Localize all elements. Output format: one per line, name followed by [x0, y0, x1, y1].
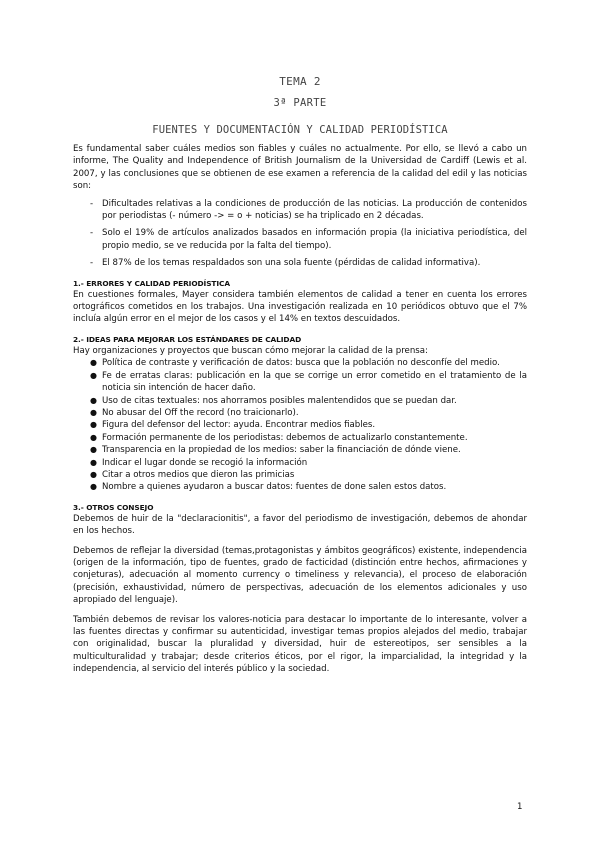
document-body: [73, 143, 527, 676]
conclusions-list: [73, 198, 527, 270]
section3-paragraph-3: También debemos de revisar los valores-noticia para destacar lo importante de lo interesante, volver a las fuentes directas y confirmar su autenticidad, investigar temas propios alejados del medio, trabajar con originalidad, buscar la pluralidad y diversidad, huir de estereotipos, ser sensibles a la multiculturalidad y trabajar; desde criterios éticos, por el rigor, la imparcialidad, la integridad y la independencia, al servicio del interés público y la sociedad.: [73, 614, 527, 675]
list-item: ● Fe de erratas claras: publicación en la que se corrige un error cometido en el tratamiento de la noticia sin intención de hacer daño.: [90, 370, 527, 394]
section1-paragraph: En cuestiones formales, Mayer considera también elementos de calidad a tener en cuenta los errores ortográficos cometidos en los trabajos. Una investigación realizada en 10 periódicos obtuvo que el 7% incluía algún error en el mejor de los casos y el 14% en textos descuidados.: [73, 289, 527, 325]
dash-bullet: -: [90, 228, 94, 239]
doc-title: TEMA 2: [279, 75, 321, 88]
section-heading-consejos: 3.- OTROS CONSEJO: [73, 502, 154, 512]
list-item: ● Figura del defensor del lector: ayuda. Encontrar medios fiables.: [90, 420, 376, 431]
dash-bullet: -: [90, 258, 94, 269]
section3-paragraph-1: Debemos de huir de la "declaracionitis", a favor del periodismo de investigación, debemos de ahondar en los hechos.: [73, 513, 527, 537]
dot-bullet: ●: [90, 445, 97, 455]
doc-part: 3ª PARTE: [273, 97, 327, 109]
dash-bullet: -: [90, 198, 94, 209]
list-item: - Dificultades relativas a la condiciones de producción de las noticias. La producción de contenidos por periodistas (- número -> = o + noticias) se ha triplicado en 2 décadas.: [90, 198, 527, 222]
dot-bullet: ●: [90, 420, 97, 430]
list-item: ● Citar a otros medios que dieron las primicias: [90, 469, 295, 480]
dot-bullet: ●: [90, 482, 97, 492]
list-item: ● Política de contraste y verificación de datos: busca que la población no desconfíe del medio.: [90, 358, 500, 369]
page-number: 1: [517, 802, 523, 812]
dot-bullet: ●: [90, 457, 97, 467]
ideas-list: [73, 357, 527, 493]
list-item: ● Indicar el lugar donde se recogió la información: [90, 457, 308, 468]
section-heading-errores: 1.- ERRORES Y CALIDAD PERIODÍSTICA: [73, 278, 230, 288]
dot-bullet: ●: [90, 358, 97, 368]
section-heading-ideas: 2.- IDEAS PARA MEJORAR LOS ESTÁNDARES DE CALIDAD: [73, 334, 302, 344]
dot-bullet: ●: [90, 370, 97, 380]
list-item: - El 87% de los temas respaldados son una sola fuente (pérdidas de calidad informativa).: [90, 258, 481, 269]
section2-intro: Hay organizaciones y proyectos que buscan cómo mejorar la calidad de la prensa:: [73, 345, 428, 356]
intro-paragraph: Es fundamental saber cuáles medios son fiables y cuáles no actualmente. Por ello, se llevó a cabo un informe, The Quality and Independence of British Journalism de la Universidad de Cardiff (Lewis et al. 2007, y las conclusiones que se obtienen de ese examen a referencia de la calidad del edil y las noticias son:: [73, 144, 527, 192]
list-item: ● Transparencia en la propiedad de los medios: saber la financiación de dónde viene.: [90, 445, 461, 456]
list-item: ● Formación permanente de los periodistas: debemos de actualizarlo constantemente.: [90, 432, 468, 443]
dot-bullet: ●: [90, 469, 97, 479]
dot-bullet: ●: [90, 395, 97, 405]
list-item: ● Uso de citas textuales: nos ahorramos posibles malentendidos que se puedan dar.: [90, 395, 457, 406]
dot-bullet: ●: [90, 407, 97, 417]
dot-bullet: ●: [90, 432, 97, 442]
list-item: - Solo el 19% de artículos analizados basados en información propia (la iniciativa periodística, del propio medio, se ve reducida por la falta del tiempo).: [90, 228, 527, 251]
doc-subtitle: FUENTES Y DOCUMENTACIÓN Y CALIDAD PERIODÍSTICA: [152, 124, 448, 136]
list-item: ● Nombre a quienes ayudaron a buscar datos: fuentes de done salen estos datos.: [90, 482, 447, 493]
list-item: ● No abusar del Off the record (no traicionarlo).: [90, 407, 299, 418]
section3-paragraph-2: Debemos de reflejar la diversidad (temas,protagonistas y ámbitos geográficos) existente, independencia (origen de la información, tipo de fuentes, grado de facticidad (distinción entre hechos, afirmaciones y conjeturas), adecuación al momento currency o timeliness y relevancia), el proceso de elaboración (precisión, exhaustividad, número de perspectivas, adecuación de los elementos adicionales y uso apropiado del lenguaje).: [73, 545, 527, 606]
